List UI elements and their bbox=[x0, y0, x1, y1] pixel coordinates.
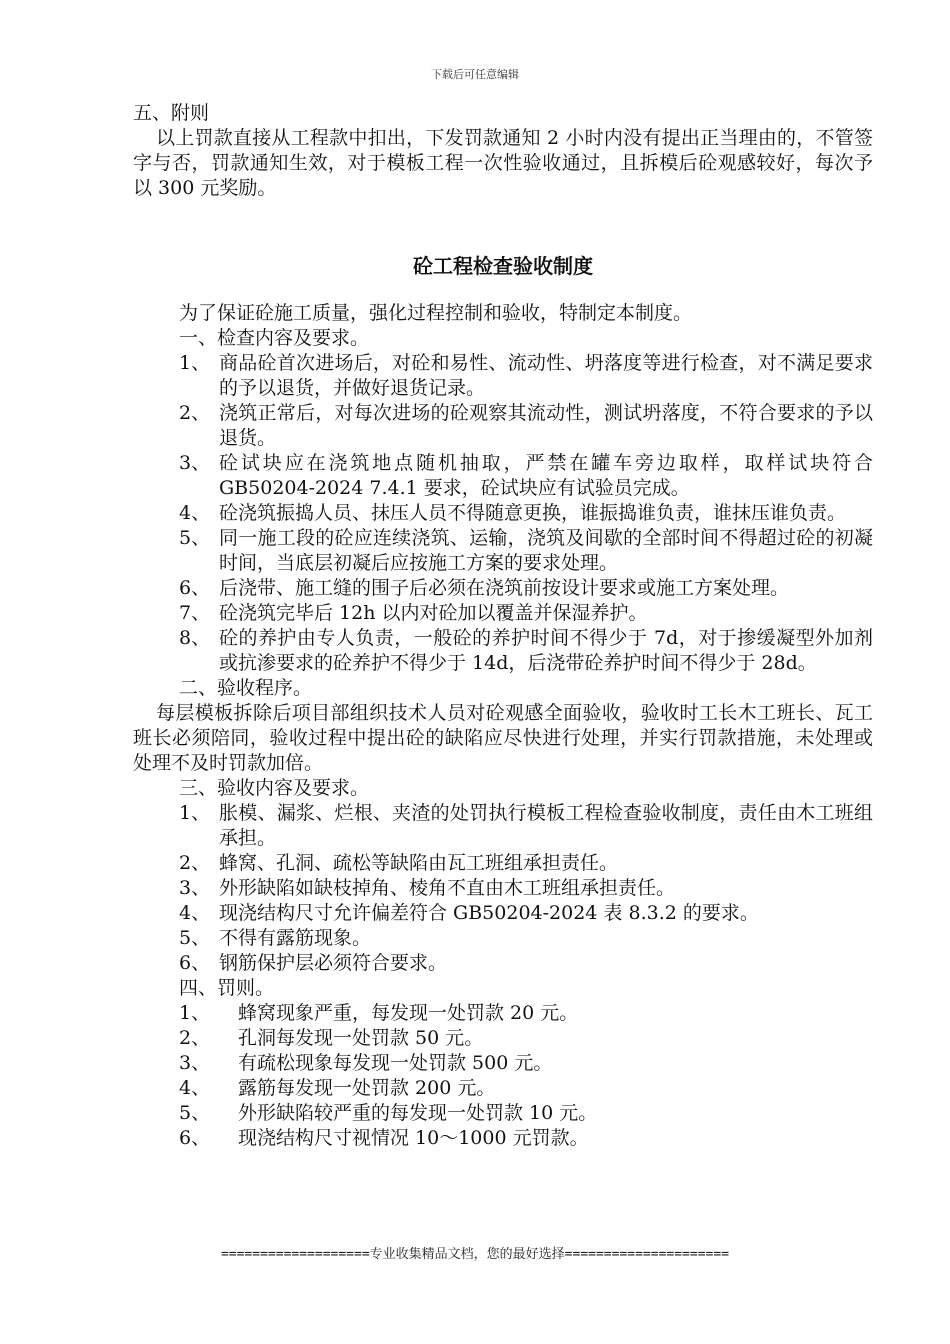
item-number: 8、 bbox=[179, 627, 211, 649]
intro-paragraph: 为了保证砼施工质量，强化过程控制和验收，特制定本制度。 bbox=[179, 302, 693, 324]
item-text: 外形缺陷如缺枝掉角、棱角不直由木工班组承担责任。 bbox=[219, 877, 676, 899]
list-item bbox=[133, 576, 873, 601]
item-text: 砼浇筑振捣人员、抹压人员不得随意更换，谁振捣谁负责，谁抹压谁负责。 bbox=[219, 502, 847, 524]
list-item bbox=[133, 626, 873, 676]
item-number: 7、 bbox=[179, 602, 211, 624]
list-item bbox=[133, 451, 873, 501]
item-text: 蜂窝、孔洞、疏松等缺陷由瓦工班组承担责任。 bbox=[219, 852, 619, 874]
item-number: 3、 bbox=[179, 877, 211, 899]
section5-heading: 五、附则 bbox=[133, 102, 210, 124]
item-text: 砼的养护由专人负责，一般砼的养护时间不得少于 7d，对于掺缓凝型外加剂或抗渗要求的砼养护不得少于 14d，后浇带砼养护时间不得少于 28d。 bbox=[219, 627, 873, 674]
item-number: 6、 bbox=[179, 1127, 211, 1149]
item-number: 2、 bbox=[179, 1027, 211, 1049]
part2-body: 每层模板拆除后项目部组织技术人员对砼观感全面验收，验收时工长木工班长、瓦工班长必须陪同，验收过程中提出砼的缺陷应尽快进行处理，并实行罚款措施，未处理或处理不及时罚款加倍。 bbox=[133, 702, 873, 774]
part3-heading: 三、验收内容及要求。 bbox=[179, 777, 370, 799]
item-text: 商品砼首次进场后，对砼和易性、流动性、坍落度等进行检查，对不满足要求的予以退货，并做好退货记录。 bbox=[219, 352, 873, 399]
item-number: 6、 bbox=[179, 952, 211, 974]
list-item bbox=[133, 401, 873, 451]
list-item bbox=[133, 801, 873, 851]
item-text: 浇筑正常后，对每次进场的砼观察其流动性，测试坍落度，不符合要求的予以退货。 bbox=[219, 402, 873, 449]
item-text: 同一施工段的砼应连续浇筑、运输，浇筑及间歇的全部时间不得超过砼的初凝时间，当底层初凝后应按施工方案的要求处理。 bbox=[219, 527, 873, 574]
list-item bbox=[133, 1101, 873, 1126]
list-item bbox=[133, 1076, 873, 1101]
part1-list bbox=[133, 351, 873, 676]
item-text: 现浇结构尺寸允许偏差符合 GB50204-2024 表 8.3.2 的要求。 bbox=[219, 902, 759, 924]
item-text: 蜂窝现象严重，每发现一处罚款 20 元。 bbox=[238, 1002, 579, 1024]
list-item bbox=[133, 951, 873, 976]
item-number: 3、 bbox=[179, 1052, 211, 1074]
list-item bbox=[133, 526, 873, 576]
item-text: 外形缺陷较严重的每发现一处罚款 10 元。 bbox=[238, 1102, 598, 1124]
item-number: 5、 bbox=[179, 527, 211, 549]
item-number: 4、 bbox=[179, 902, 211, 924]
part4-list bbox=[133, 1001, 873, 1151]
list-item bbox=[133, 926, 873, 951]
item-number: 6、 bbox=[179, 577, 211, 599]
list-item bbox=[133, 351, 873, 401]
item-number: 4、 bbox=[179, 1077, 211, 1099]
list-item bbox=[133, 901, 873, 926]
document-body bbox=[133, 101, 873, 1151]
list-item bbox=[133, 1051, 873, 1076]
list-item bbox=[133, 601, 873, 626]
page-header: 下载后可任意编辑 bbox=[431, 68, 519, 81]
item-number: 5、 bbox=[179, 1102, 211, 1124]
item-text: 现浇结构尺寸视情况 10～1000 元罚款。 bbox=[238, 1127, 589, 1149]
item-text: 胀模、漏浆、烂根、夹渣的处罚执行模板工程检查验收制度，责任由木工班组承担。 bbox=[219, 802, 873, 849]
item-text: 后浇带、施工缝的围子后必须在浇筑前按设计要求或施工方案处理。 bbox=[219, 577, 790, 599]
list-item bbox=[133, 1026, 873, 1051]
list-item bbox=[133, 501, 873, 526]
part4-heading: 四、罚则。 bbox=[179, 977, 275, 999]
item-number: 3、 bbox=[179, 452, 211, 474]
item-number: 2、 bbox=[179, 402, 211, 424]
part1-heading: 一、检查内容及要求。 bbox=[179, 327, 370, 349]
document-title: 砼工程检查验收制度 bbox=[413, 254, 593, 278]
part2-heading: 二、验收程序。 bbox=[179, 677, 313, 699]
item-text: 孔洞每发现一处罚款 50 元。 bbox=[238, 1027, 484, 1049]
list-item bbox=[133, 851, 873, 876]
section5-body: 以上罚款直接从工程款中扣出，下发罚款通知 2 小时内没有提出正当理由的，不管签字与否，罚款通知生效，对于模板工程一次性验收通过，且拆模后砼观感较好，每次予以 300 元奖励。 bbox=[133, 127, 873, 199]
item-number: 1、 bbox=[179, 352, 211, 374]
item-number: 2、 bbox=[179, 852, 211, 874]
item-text: 有疏松现象每发现一处罚款 500 元。 bbox=[238, 1052, 553, 1074]
item-number: 1、 bbox=[179, 802, 211, 824]
item-text: 钢筋保护层必须符合要求。 bbox=[219, 952, 448, 974]
item-text: 露筋每发现一处罚款 200 元。 bbox=[238, 1077, 496, 1099]
list-item bbox=[133, 1001, 873, 1026]
item-number: 4、 bbox=[179, 502, 211, 524]
list-item bbox=[133, 1126, 873, 1151]
part3-list bbox=[133, 801, 873, 976]
item-number: 1、 bbox=[179, 1002, 211, 1024]
page-footer: ===================专业收集精品文档，您的最好选择===================== bbox=[220, 1247, 730, 1262]
item-text: 砼试块应在浇筑地点随机抽取，严禁在罐车旁边取样，取样试块符合 GB50204-2024 7.4.1 要求，砼试块应有试验员完成。 bbox=[219, 452, 873, 499]
list-item bbox=[133, 876, 873, 901]
item-number: 5、 bbox=[179, 927, 211, 949]
item-text: 砼浇筑完毕后 12h 以内对砼加以覆盖并保湿养护。 bbox=[219, 602, 648, 624]
item-text: 不得有露筋现象。 bbox=[219, 927, 372, 949]
